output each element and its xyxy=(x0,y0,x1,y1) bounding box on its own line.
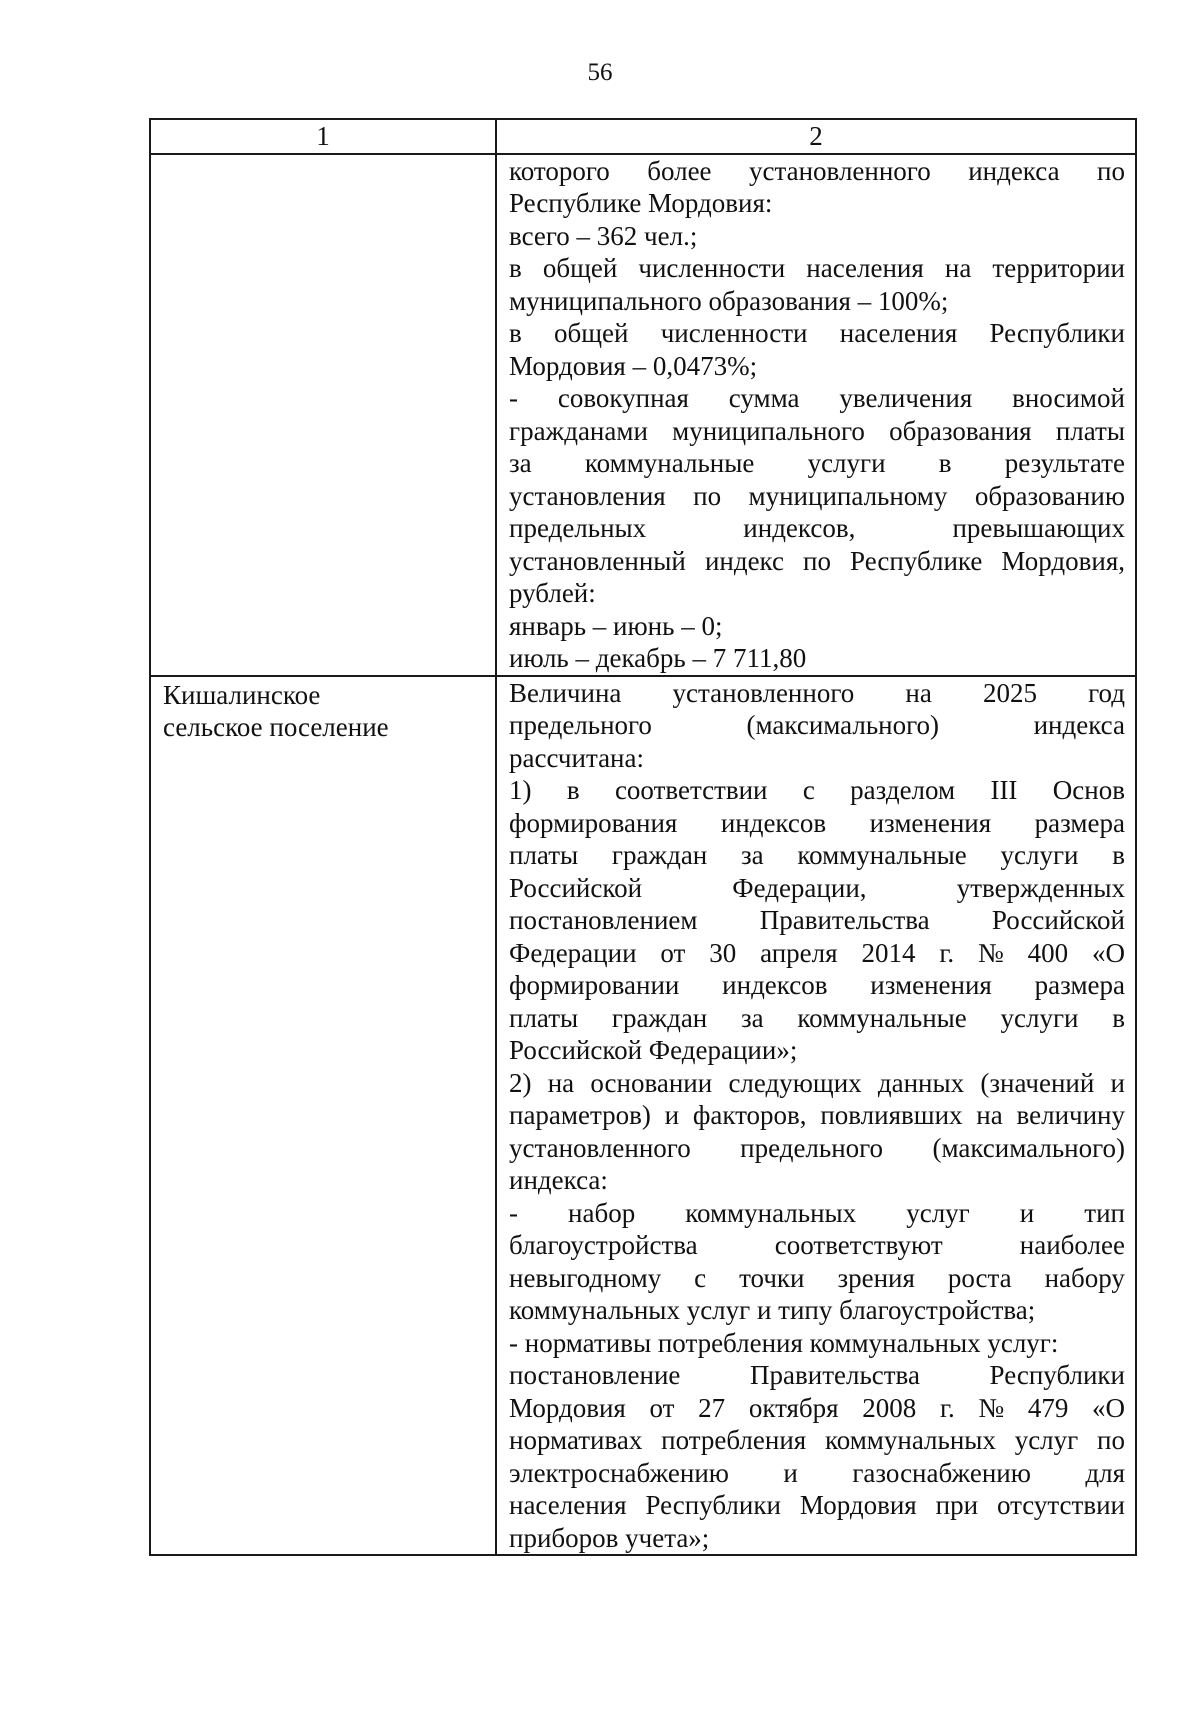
word: результате xyxy=(1004,448,1125,478)
word: платы xyxy=(509,1002,579,1033)
word: индекс xyxy=(704,545,784,576)
word: граждан xyxy=(611,1002,708,1033)
table-row xyxy=(150,154,1136,676)
word: муниципального xyxy=(672,415,865,446)
word: роста xyxy=(947,1262,1012,1293)
word: данных xyxy=(877,1067,965,1098)
word: и xyxy=(664,1100,680,1130)
word: нормативах xyxy=(509,1425,643,1455)
word: муниципальному xyxy=(748,480,948,511)
word: потребления xyxy=(661,1425,807,1455)
word: населения xyxy=(509,1490,627,1520)
word: - xyxy=(509,383,518,413)
word: услуг xyxy=(906,1197,970,1228)
description-line xyxy=(509,155,1125,188)
word: размера xyxy=(1034,807,1125,838)
word: за xyxy=(740,1002,764,1033)
description-line xyxy=(509,1457,1125,1490)
word: набору xyxy=(1044,1262,1125,1293)
municipality-cell xyxy=(150,154,496,676)
table-row xyxy=(150,676,1136,1556)
description-line xyxy=(509,480,1125,513)
word: параметров) xyxy=(509,1100,651,1130)
word: численности xyxy=(660,318,808,348)
description-line xyxy=(509,677,1125,710)
description-line: приборов учета»; xyxy=(509,1522,710,1553)
word: коммунальные xyxy=(797,840,967,870)
word: разделом xyxy=(850,775,956,805)
table-body xyxy=(150,154,1136,1556)
word: которого xyxy=(509,155,610,186)
description-line xyxy=(509,1197,1125,1230)
word: сумма xyxy=(728,383,800,413)
word: на xyxy=(944,253,972,283)
word: установленного xyxy=(749,155,931,186)
word: на xyxy=(905,677,932,708)
word: тип xyxy=(1084,1197,1125,1228)
word: от xyxy=(649,1392,675,1423)
description-line: индекса: xyxy=(509,1165,608,1195)
word: коммунальных xyxy=(824,1425,996,1455)
word: услуги xyxy=(1000,840,1079,870)
word: образования xyxy=(889,415,1032,446)
description-line xyxy=(509,1132,1125,1165)
word: Мордовия xyxy=(509,1392,626,1423)
description-line xyxy=(509,512,1125,545)
word: установленный xyxy=(509,545,686,576)
word: на xyxy=(976,1100,1003,1130)
municipality-cell xyxy=(150,676,496,1556)
description-line xyxy=(509,447,1125,480)
description-line xyxy=(509,709,1125,742)
description-line: - нормативы потребления коммунальных услуг: xyxy=(509,1327,1059,1358)
word: основании xyxy=(590,1067,713,1098)
column-header-2: 2 xyxy=(496,119,1136,154)
word: по xyxy=(803,545,831,576)
description-line xyxy=(509,1002,1125,1035)
word: (максимального) xyxy=(746,710,940,740)
word: образованию xyxy=(974,480,1125,511)
description-line xyxy=(509,545,1125,578)
word: «О xyxy=(1091,937,1125,968)
word: населения xyxy=(806,253,924,283)
word: общей xyxy=(554,318,629,348)
description-line xyxy=(509,807,1125,840)
word: предельных xyxy=(509,513,647,543)
word: Основ xyxy=(1052,775,1125,805)
word: год xyxy=(1088,677,1125,708)
description-line: рассчитана: xyxy=(509,742,644,773)
word: услуги xyxy=(807,448,886,478)
word: коммунальные xyxy=(797,1002,967,1033)
word: 2) xyxy=(509,1067,532,1098)
word: более xyxy=(647,155,712,186)
word: набор xyxy=(568,1197,636,1228)
word: по xyxy=(1097,1425,1125,1455)
word: Российской xyxy=(509,872,643,903)
word: платы xyxy=(1055,415,1125,446)
word: «О xyxy=(1092,1392,1125,1423)
word: повлиявших xyxy=(820,1100,963,1130)
description-line: всего – 362 чел.; xyxy=(509,220,698,251)
word: апреля xyxy=(760,937,838,968)
word: территории xyxy=(992,253,1125,283)
description-line xyxy=(509,252,1125,285)
word: коммунальные xyxy=(584,448,755,478)
table-header-row xyxy=(150,119,1136,154)
word: октября xyxy=(748,1392,839,1423)
description-line xyxy=(509,774,1125,807)
word: общей xyxy=(542,253,618,283)
word: изменения xyxy=(869,807,992,838)
column-header-1: 1 xyxy=(150,119,496,154)
word: на xyxy=(547,1067,575,1098)
word: в xyxy=(1112,840,1125,870)
word: 2025 xyxy=(982,677,1037,708)
word: постановлением xyxy=(509,905,698,935)
description-line: Республике Мордовия: xyxy=(509,188,773,218)
word: по xyxy=(693,480,722,511)
word: г. xyxy=(939,937,955,968)
word: изменения xyxy=(870,970,992,1000)
word: предельного xyxy=(509,710,652,740)
description-line: Российской Федерации»; xyxy=(509,1035,798,1065)
word: вносимой xyxy=(1012,383,1125,413)
word: услуг xyxy=(1014,1425,1079,1455)
description-cell xyxy=(496,676,1136,1556)
word: 30 xyxy=(709,937,737,968)
word: индекса xyxy=(1033,710,1125,740)
word: и xyxy=(1019,1197,1035,1228)
word: невыгодному xyxy=(509,1262,662,1293)
word: 27 xyxy=(698,1392,726,1423)
description-line: июль – декабрь – 7 711,80 xyxy=(509,643,807,673)
word: предельного xyxy=(740,1132,884,1163)
word: постановление xyxy=(509,1360,681,1390)
description-line xyxy=(509,904,1125,937)
word: коммунальных xyxy=(685,1197,857,1228)
word: граждан xyxy=(611,840,708,870)
word: индекса xyxy=(968,155,1060,186)
description-line xyxy=(509,1229,1125,1262)
description-line xyxy=(509,839,1125,872)
word: 2008 xyxy=(862,1392,917,1423)
word: при xyxy=(935,1490,979,1520)
word: Республике xyxy=(850,545,983,576)
word: 479 xyxy=(1027,1392,1069,1423)
page-number: 56 xyxy=(587,59,613,86)
description-line xyxy=(509,1489,1125,1522)
word: в xyxy=(509,318,522,348)
word: соответствии xyxy=(614,775,768,805)
description-line xyxy=(509,1392,1125,1425)
word: Республики xyxy=(645,1490,781,1520)
word: населения xyxy=(839,318,958,348)
word: в xyxy=(566,775,580,805)
word: увеличения xyxy=(839,383,973,413)
municipality-name-line: сельское поселение xyxy=(163,712,389,742)
word: точки xyxy=(739,1262,805,1293)
word: услуги xyxy=(1000,1002,1079,1033)
word: установленного xyxy=(672,677,855,708)
word: установления xyxy=(509,480,666,511)
description-line: январь – июнь – 0; xyxy=(509,610,723,641)
word: формировании xyxy=(509,970,680,1000)
word: и xyxy=(1110,1067,1125,1098)
word: за xyxy=(740,840,764,870)
description-line: муниципального образования – 100%; xyxy=(509,285,949,316)
word: Федерации xyxy=(509,937,637,968)
description-line: рублей: xyxy=(509,578,596,608)
word: (максимального) xyxy=(932,1132,1125,1163)
word: от xyxy=(660,937,686,968)
word: электроснабжению xyxy=(509,1457,729,1488)
word: индексов xyxy=(722,970,828,1000)
word: с xyxy=(694,1262,707,1293)
description-line xyxy=(509,872,1125,905)
word: совокупная xyxy=(557,383,689,413)
description-line xyxy=(509,1424,1125,1457)
word: в xyxy=(938,448,952,478)
word: с xyxy=(802,775,815,805)
word: г. xyxy=(939,1392,955,1423)
description-line: Мордовия – 0,0473%; xyxy=(509,350,758,381)
word: величину xyxy=(1016,1100,1125,1130)
word: отсутствии xyxy=(997,1490,1125,1520)
word: платы xyxy=(509,840,579,870)
description-line xyxy=(509,1359,1125,1392)
description-cell xyxy=(496,154,1136,676)
word: Федерации, xyxy=(732,872,867,903)
word: превышающих xyxy=(952,513,1125,543)
description-line xyxy=(509,1099,1125,1132)
word: для xyxy=(1085,1457,1125,1488)
word: численности xyxy=(638,253,786,283)
word: индексов, xyxy=(743,513,856,543)
word: Республики xyxy=(989,318,1125,348)
word: по xyxy=(1097,155,1125,186)
word: 400 xyxy=(1027,937,1069,968)
word: (значений xyxy=(980,1067,1095,1098)
word: и xyxy=(783,1457,798,1488)
word: установленного xyxy=(509,1132,691,1163)
word: размера xyxy=(1034,970,1125,1000)
municipality-name-line: Кишалинское xyxy=(163,679,321,710)
description-line xyxy=(509,1067,1125,1100)
word: 1) xyxy=(509,775,532,805)
description-line: коммунальных услуг и типу благоустройства; xyxy=(509,1295,1036,1325)
word: № xyxy=(978,1392,1005,1423)
word: наиболее xyxy=(1019,1230,1125,1260)
description-line xyxy=(509,317,1125,350)
word: индексов xyxy=(720,807,827,838)
word: - xyxy=(509,1197,518,1228)
word: Республики xyxy=(989,1360,1125,1390)
word: благоустройства xyxy=(509,1230,698,1260)
word: факторов, xyxy=(692,1100,807,1130)
word: формирования xyxy=(509,807,678,838)
description-line xyxy=(509,1262,1125,1295)
index-table xyxy=(149,118,1137,1556)
word: Мордовия, xyxy=(1001,545,1125,576)
description-line xyxy=(509,937,1125,970)
word: Величина xyxy=(509,677,622,708)
word: зрения xyxy=(837,1262,915,1293)
word: 2014 xyxy=(861,937,916,968)
word: за xyxy=(509,448,532,478)
word: газоснабжению xyxy=(852,1457,1031,1488)
word: Правительства xyxy=(750,1360,920,1390)
word: III xyxy=(990,775,1018,805)
word: следующих xyxy=(728,1067,862,1098)
word: гражданами xyxy=(509,415,648,446)
word: Правительства xyxy=(759,905,930,935)
word: утвержденных xyxy=(956,872,1125,903)
word: соответствуют xyxy=(774,1230,943,1260)
description-line xyxy=(509,969,1125,1002)
word: № xyxy=(977,937,1004,968)
word: в xyxy=(509,253,522,283)
word: в xyxy=(1112,1002,1125,1033)
word: Мордовия xyxy=(799,1490,917,1520)
description-line xyxy=(509,382,1125,415)
word: Российской xyxy=(991,905,1125,935)
description-line xyxy=(509,415,1125,448)
